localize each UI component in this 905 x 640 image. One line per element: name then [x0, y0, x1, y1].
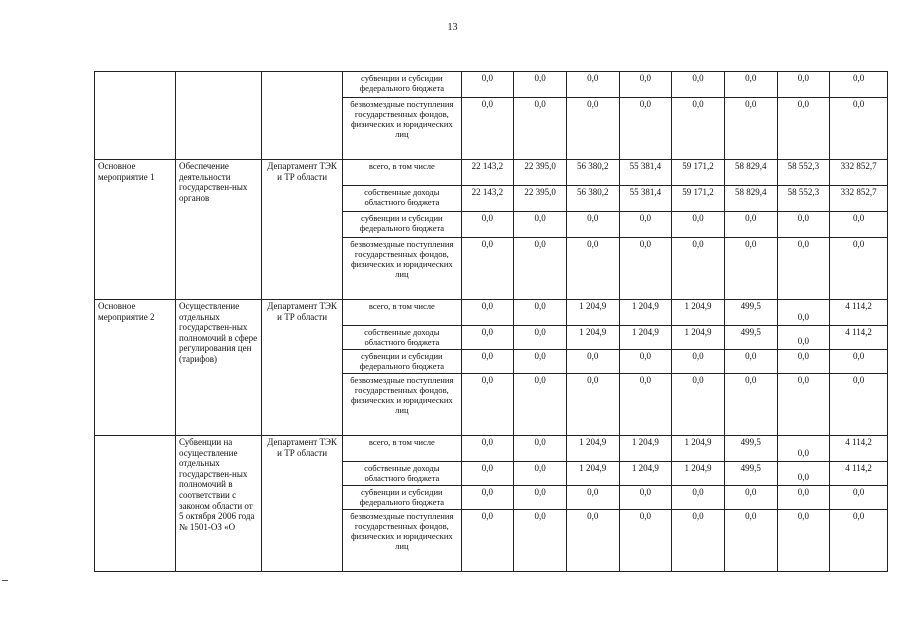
source-free: безвозмездные поступления государственных фондов, физических и юридических лиц [343, 98, 461, 160]
value-cell: 0,0 [672, 350, 725, 374]
value-cell: 0,0 [830, 98, 888, 160]
value-cell: 56 380,2 [566, 160, 619, 186]
funding-source: всего, в том числе [343, 436, 461, 462]
value-cell: 22 395,0 [514, 160, 567, 186]
page-number: 13 [447, 22, 458, 33]
value-cell: 0,0 [514, 98, 567, 160]
value-cell: 499,5 [724, 300, 777, 326]
funding-source: субвенции и субсидии федерального бюджета [343, 350, 461, 374]
activity-executor: Департамент ТЭК и ТР области [262, 300, 343, 436]
value-cell: 0,0 [619, 510, 672, 572]
value-cell: 0,0 [566, 212, 619, 238]
value-cell: 0,0 [830, 212, 888, 238]
value-cell: 1 204,9 [566, 436, 619, 462]
value-cell: 0,0 [672, 238, 725, 300]
value-cell: 0,0 [566, 98, 619, 160]
value-cell: 0,0 [619, 238, 672, 300]
value-cell: 0,0 [777, 300, 830, 326]
value-cell: 1 204,9 [566, 462, 619, 486]
value-cell: 0,0 [672, 98, 725, 160]
value-cell: 0,0 [830, 510, 888, 572]
table-row [95, 436, 888, 462]
value-cell: 1 204,9 [566, 300, 619, 326]
value-cell: 1 204,9 [619, 300, 672, 326]
value-cell: 0,0 [461, 326, 514, 350]
value-cell: 0,0 [777, 326, 830, 350]
value-cell: 0,0 [724, 510, 777, 572]
value-cell: 1 204,9 [672, 436, 725, 462]
margin-mark [2, 580, 8, 581]
value-cell: 0,0 [461, 510, 514, 572]
funding-source: собственные доходы областного бюджета [343, 462, 461, 486]
value-cell: 0,0 [777, 212, 830, 238]
value-cell: 0,0 [566, 510, 619, 572]
value-cell: 4 114,2 [830, 462, 888, 486]
value-cell: 0,0 [724, 486, 777, 510]
value-cell: 0,0 [619, 374, 672, 436]
funding-source: безвозмездные поступления государственных фондов, физических и юридических лиц [343, 374, 461, 436]
value-cell: 58 552,3 [777, 160, 830, 186]
value-cell: 58 552,3 [777, 186, 830, 212]
value-cell: 0,0 [724, 350, 777, 374]
value-cell: 1 204,9 [566, 326, 619, 350]
value-cell: 0,0 [777, 72, 830, 98]
value-cell: 0,0 [777, 238, 830, 300]
value-cell: 55 381,4 [619, 160, 672, 186]
value-cell: 0,0 [461, 436, 514, 462]
funding-source: безвозмездные поступления государственных фондов, физических и юридических лиц [343, 510, 461, 572]
value-cell: 0,0 [566, 238, 619, 300]
funding-source: субвенции и субсидии федерального бюджета [343, 212, 461, 238]
value-cell: 0,0 [777, 98, 830, 160]
value-cell: 56 380,2 [566, 186, 619, 212]
value-cell: 59 171,2 [672, 186, 725, 212]
value-cell: 1 204,9 [619, 436, 672, 462]
value-cell: 0,0 [514, 462, 567, 486]
funding-source: безвозмездные поступления государственных фондов, физических и юридических лиц [343, 238, 461, 300]
activity-name: Субвенции на осуществление отдельных государствен-ных полномочий в соответствии с законом области от 5 октября 2006 года № 1501-ОЗ «О [176, 436, 262, 572]
value-cell: 0,0 [830, 374, 888, 436]
activity-label [95, 436, 176, 572]
value-cell: 0,0 [461, 462, 514, 486]
value-cell: 0,0 [566, 72, 619, 98]
value-cell: 499,5 [724, 326, 777, 350]
value-cell: 0,0 [724, 98, 777, 160]
value-cell: 22 143,2 [461, 186, 514, 212]
value-cell: 0,0 [724, 212, 777, 238]
value-cell: 0,0 [672, 374, 725, 436]
value-cell: 0,0 [514, 350, 567, 374]
value-cell: 0,0 [461, 486, 514, 510]
value-cell: 1 204,9 [672, 326, 725, 350]
value-cell: 499,5 [724, 436, 777, 462]
value-cell: 0,0 [461, 72, 514, 98]
value-cell: 0,0 [514, 300, 567, 326]
value-cell: 0,0 [619, 212, 672, 238]
value-cell: 0,0 [830, 72, 888, 98]
value-cell: 0,0 [777, 374, 830, 436]
value-cell: 4 114,2 [830, 326, 888, 350]
table-row [95, 160, 888, 186]
value-cell: 0,0 [619, 486, 672, 510]
funding-source: собственные доходы областного бюджета [343, 186, 461, 212]
value-cell: 0,0 [461, 98, 514, 160]
value-cell: 0,0 [514, 374, 567, 436]
value-cell: 0,0 [724, 238, 777, 300]
executor-cell [262, 72, 343, 160]
value-cell: 0,0 [777, 462, 830, 486]
value-cell: 0,0 [514, 238, 567, 300]
value-cell: 0,0 [830, 486, 888, 510]
table-row [95, 300, 888, 326]
value-cell: 0,0 [566, 374, 619, 436]
source-federal: субвенции и субсидии федерального бюджета [343, 72, 461, 98]
value-cell: 1 204,9 [619, 462, 672, 486]
value-cell: 0,0 [777, 510, 830, 572]
funding-source: всего, в том числе [343, 160, 461, 186]
activity-label-cell [95, 72, 176, 160]
value-cell: 0,0 [672, 510, 725, 572]
activity-name-cell [176, 72, 262, 160]
value-cell: 58 829,4 [724, 186, 777, 212]
value-cell: 0,0 [514, 212, 567, 238]
activity-label: Основное мероприятие 1 [95, 160, 176, 300]
value-cell: 0,0 [461, 300, 514, 326]
value-cell: 0,0 [619, 72, 672, 98]
value-cell: 1 204,9 [672, 300, 725, 326]
value-cell: 0,0 [672, 72, 725, 98]
value-cell: 499,5 [724, 462, 777, 486]
activity-executor: Департамент ТЭК и ТР области [262, 436, 343, 572]
funding-source: всего, в том числе [343, 300, 461, 326]
value-cell: 0,0 [830, 350, 888, 374]
value-cell: 0,0 [566, 486, 619, 510]
value-cell: 0,0 [514, 510, 567, 572]
value-cell: 55 381,4 [619, 186, 672, 212]
value-cell: 0,0 [514, 486, 567, 510]
value-cell: 0,0 [724, 72, 777, 98]
activity-name: Осуществление отдельных государствен-ных полномочий в сфере регулирования цен (тарифов) [176, 300, 262, 436]
value-cell: 0,0 [619, 350, 672, 374]
value-cell: 0,0 [777, 486, 830, 510]
value-cell: 0,0 [461, 212, 514, 238]
value-cell: 332 852,7 [830, 186, 888, 212]
activity-label: Основное мероприятие 2 [95, 300, 176, 436]
funding-source: субвенции и субсидии федерального бюджета [343, 486, 461, 510]
value-cell: 4 114,2 [830, 436, 888, 462]
value-cell: 59 171,2 [672, 160, 725, 186]
activity-executor: Департамент ТЭК и ТР области [262, 160, 343, 300]
value-cell: 0,0 [461, 350, 514, 374]
value-cell: 0,0 [461, 238, 514, 300]
table-row [95, 72, 888, 98]
funding-source: собственные доходы областного бюджета [343, 326, 461, 350]
value-cell: 4 114,2 [830, 300, 888, 326]
value-cell: 0,0 [619, 98, 672, 160]
value-cell: 0,0 [514, 436, 567, 462]
value-cell: 0,0 [514, 72, 567, 98]
value-cell: 0,0 [830, 238, 888, 300]
budget-table [94, 71, 888, 572]
value-cell: 0,0 [566, 350, 619, 374]
value-cell: 0,0 [672, 486, 725, 510]
value-cell: 22 395,0 [514, 186, 567, 212]
value-cell: 58 829,4 [724, 160, 777, 186]
value-cell: 1 204,9 [672, 462, 725, 486]
activity-name: Обеспечение деятельности государствен-ных органов [176, 160, 262, 300]
value-cell: 332 852,7 [830, 160, 888, 186]
value-cell: 0,0 [514, 326, 567, 350]
value-cell: 0,0 [777, 350, 830, 374]
value-cell: 0,0 [724, 374, 777, 436]
value-cell: 0,0 [672, 212, 725, 238]
value-cell: 1 204,9 [619, 326, 672, 350]
value-cell: 0,0 [777, 436, 830, 462]
value-cell: 22 143,2 [461, 160, 514, 186]
value-cell: 0,0 [461, 374, 514, 436]
